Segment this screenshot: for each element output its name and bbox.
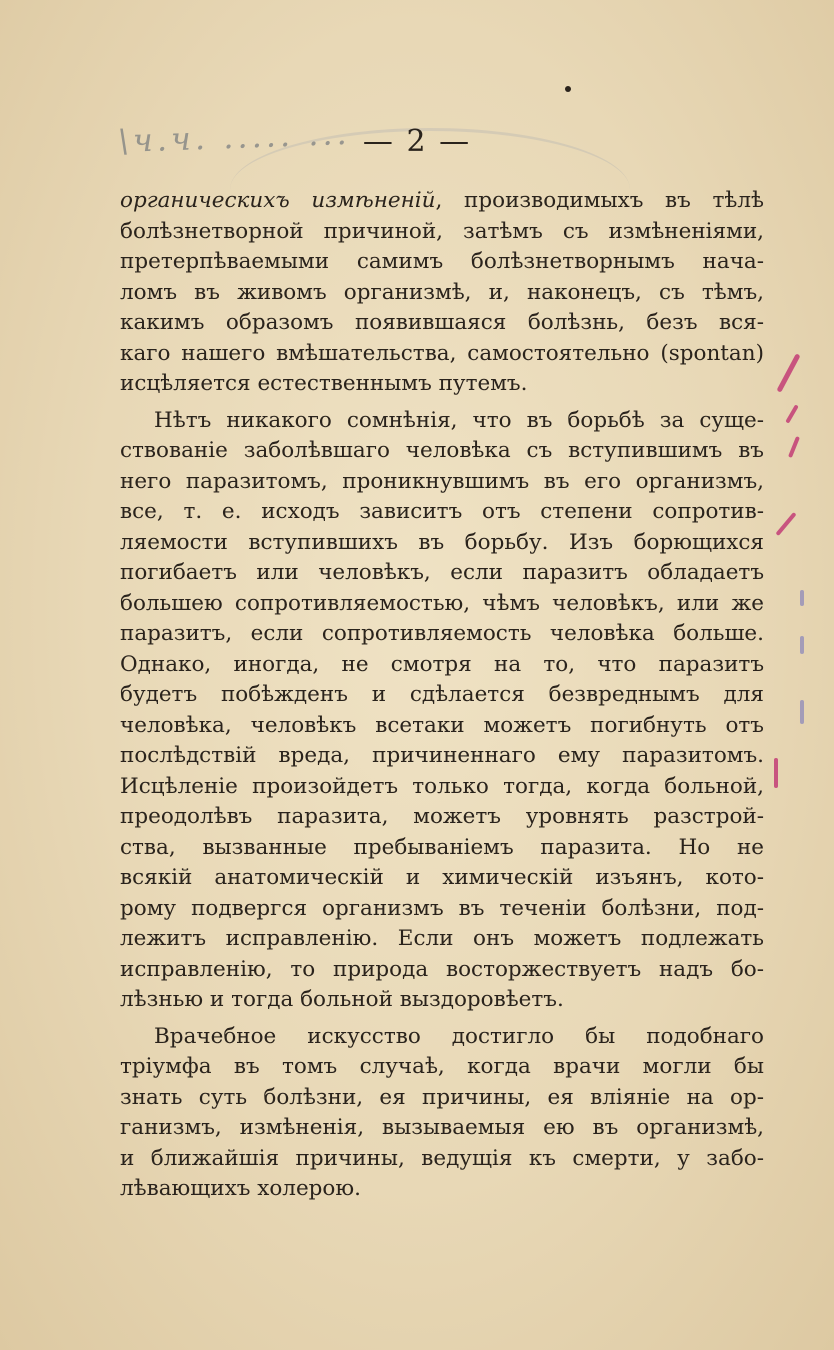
text-line (120, 863, 764, 894)
line-text: тріумфа въ томъ случаѣ, когда врачи могли бы (120, 1054, 764, 1079)
line-text: какимъ образомъ появившаяся болѣзнь, безъ вся- (120, 310, 764, 335)
text-line (120, 1174, 764, 1205)
line-text: лежитъ исправленію. Если онъ можетъ подлежать (120, 926, 764, 951)
line-text: лѣвающихъ холерою. (120, 1176, 361, 1201)
margin-pencil-mark (774, 758, 778, 788)
line-text: ганизмъ, измѣненія, вызываемыя ею въ организмѣ, (120, 1115, 764, 1140)
text-line (120, 589, 764, 620)
text-line (120, 1144, 764, 1175)
line-text: будетъ побѣжденъ и сдѣлается безвреднымъ для (120, 682, 764, 707)
line-text: , производимыхъ въ тѣлѣ (435, 188, 765, 213)
margin-pencil-mark (776, 353, 800, 392)
text-line (120, 247, 764, 278)
line-text: знать суть болѣзни, ея причины, ея вліяніе на ор- (120, 1084, 764, 1110)
line-text: Исцѣленіе произойдетъ только тогда, когда больной, (120, 773, 764, 799)
text-line (120, 650, 764, 681)
text-line (120, 772, 764, 803)
line-text: и ближайшія причины, ведущія къ смерти, у забо- (120, 1145, 764, 1171)
line-text: Однако, иногда, не смотря на то, что паразитъ (120, 651, 764, 677)
text-line (120, 711, 764, 742)
text-line (120, 217, 764, 248)
page-number: — 2 — (362, 124, 472, 159)
line-text: каго нашего вмѣшательства, самостоятельно (spontan) (120, 340, 764, 366)
text-line (120, 1083, 764, 1114)
handwritten-inscription: \ч.ч. ..... ... (117, 113, 352, 161)
text-line (120, 1113, 764, 1144)
text-line (120, 406, 764, 437)
margin-pencil-mark (800, 590, 804, 606)
line-text: паразитъ, если сопротивляемость человѣка больше. (120, 621, 764, 646)
text-line (120, 833, 764, 864)
margin-pencil-mark (788, 436, 800, 458)
text-line (120, 308, 764, 339)
line-text: Нѣтъ никакого сомнѣнія, что въ борьбѣ за суще- (154, 407, 764, 433)
line-text: претерпѣваемыми самимъ болѣзнетворнымъ нача- (120, 249, 764, 274)
line-text: болѣзнетворной причиной, затѣмъ съ измѣненіями, (120, 218, 764, 244)
paragraph (120, 186, 764, 400)
line-text: ствованіе заболѣвшаго человѣка съ вступившимъ въ (120, 438, 764, 463)
line-text: большею сопротивляемостью, чѣмъ человѣкъ, или же (120, 590, 764, 616)
text-line (120, 558, 764, 589)
line-text: преодолѣвъ паразита, можетъ уровнять разстрой- (120, 804, 764, 829)
line-text: погибаетъ или человѣкъ, если паразитъ обладаетъ (120, 560, 764, 585)
text-line (120, 497, 764, 528)
text-line (120, 339, 764, 370)
line-text: него паразитомъ, проникнувшимъ въ его организмъ, (120, 468, 764, 494)
margin-pencil-mark (785, 404, 798, 423)
line-text: ломъ въ живомъ организмѣ, и, наконецъ, съ тѣмъ, (120, 279, 764, 305)
line-text: послѣдствій вреда, причиненнаго ему паразитомъ. (120, 743, 764, 768)
text-line (120, 924, 764, 955)
line-text: Врачебное искусство достигло бы подобнаго (154, 1023, 764, 1049)
text-line (120, 680, 764, 711)
ink-dot (565, 86, 571, 92)
line-text: ляемости вступившихъ въ борьбу. Изъ борющихся (120, 529, 764, 555)
line-text: всякій анатомическій и химическій изъянъ, кото- (120, 865, 764, 890)
text-line (120, 528, 764, 559)
line-text: лѣзнью и тогда больной выздоровѣетъ. (120, 987, 564, 1012)
text-line (120, 955, 764, 986)
line-text: рому подвергся организмъ въ теченіи болѣзни, под- (120, 895, 764, 921)
margin-pencil-mark (800, 700, 804, 724)
line-text: все, т. е. исходъ зависитъ отъ степени сопротив- (120, 499, 764, 524)
line-text: человѣка, человѣкъ всетаки можетъ погибнуть отъ (120, 712, 764, 738)
body-text (120, 186, 764, 1205)
margin-pencil-mark (775, 512, 796, 536)
text-line (120, 619, 764, 650)
text-line (120, 186, 764, 217)
text-line (120, 894, 764, 925)
margin-pencil-mark (800, 636, 804, 654)
line-text: исправленію, то природа восторжествуетъ надъ бо- (120, 956, 764, 982)
text-line (120, 436, 764, 467)
line-text: ства, вызванные пребываніемъ паразита. Но не (120, 834, 764, 860)
text-line (120, 802, 764, 833)
text-line (120, 278, 764, 309)
paragraph (120, 1022, 764, 1205)
text-line (120, 369, 764, 400)
paragraph (120, 406, 764, 1016)
text-line (120, 741, 764, 772)
line-text: исцѣляется естественнымъ путемъ. (120, 371, 528, 396)
text-line (120, 985, 764, 1016)
text-line (120, 1022, 764, 1053)
italic-phrase: органическихъ измѣненій (120, 188, 436, 213)
text-line (120, 467, 764, 498)
text-line (120, 1052, 764, 1083)
